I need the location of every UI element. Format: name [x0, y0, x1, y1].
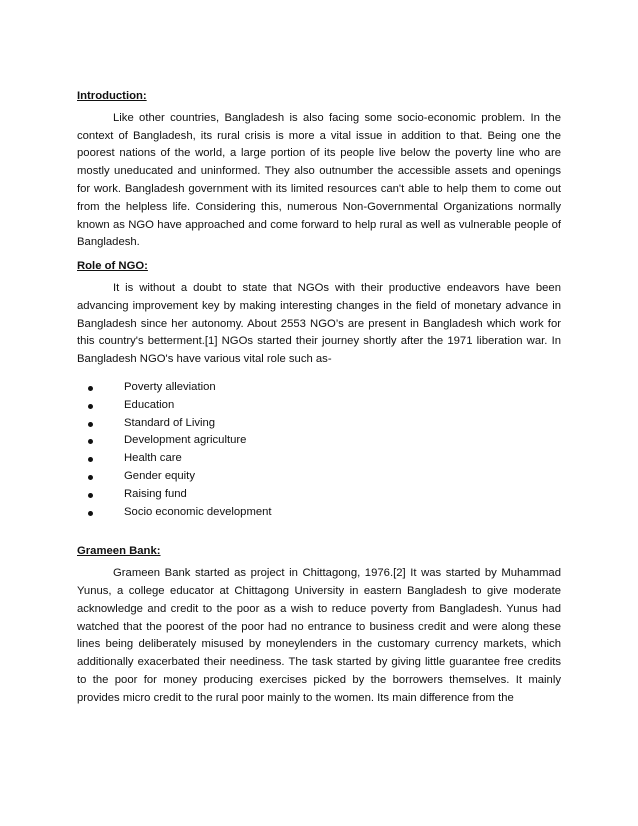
ngo-roles-list	[77, 379, 561, 521]
list-item-text: Poverty alleviation	[124, 380, 216, 393]
list-item-text: Raising fund	[124, 487, 187, 500]
list-item	[88, 468, 561, 486]
bullet-icon	[88, 386, 93, 391]
list-item	[88, 450, 561, 468]
list-item	[88, 432, 561, 450]
list-item	[88, 397, 561, 415]
grameen-bank-heading: Grameen Bank:	[77, 545, 161, 558]
list-item	[88, 415, 561, 433]
list-item	[88, 379, 561, 397]
list-item-text: Standard of Living	[124, 416, 216, 429]
bullet-icon	[88, 511, 93, 516]
bullet-icon	[88, 404, 93, 409]
document-page	[77, 88, 561, 708]
role-of-ngo-heading: Role of NGO:	[77, 260, 148, 273]
role-of-ngo-paragraph: It is without a doubt to state that NGOs with their productive endeavors have been advancing improvement key by making interesting changes in the field of monetary advance in Bangladesh since her autonomy. About 2553 NGO’s are present in Bangladesh which work for this country's betterment.[1] NGOs started their journey shortly after the 1971 liberation war. In Bangladesh NGO's have various vital role such as-	[77, 281, 561, 366]
introduction-paragraph: Like other countries, Bangladesh is also facing some socio-economic problem. In the context of Bangladesh, its rural crisis is more a vital issue in addition to that. Being one the poorest nations of the world, a large portion of its people live below the poverty line who are mostly uneducated and uninformed. They also outnumber the accessible assets and openings for work. Bangladesh government with its limited resources can't able to help them to come out from the helpless life. Considering this, numerous Non-Governmental Organizations normally known as NGO have approached and come forward to help rural as well as vulnerable people of Bangladesh.	[77, 111, 561, 249]
list-item-text: Education	[124, 398, 175, 411]
list-item-text: Development agriculture	[124, 434, 247, 447]
list-item-text: Socio economic development	[124, 505, 272, 518]
list-item	[88, 504, 561, 522]
list-item-text: Gender equity	[124, 469, 195, 482]
introduction-heading: Introduction:	[77, 90, 147, 102]
bullet-icon	[88, 439, 93, 444]
bullet-icon	[88, 422, 93, 427]
list-item-text: Health care	[124, 452, 182, 465]
bullet-icon	[88, 457, 93, 462]
bullet-icon	[88, 475, 93, 480]
list-item	[88, 486, 561, 504]
bullet-icon	[88, 493, 93, 498]
grameen-bank-paragraph: Grameen Bank started as project in Chittagong, 1976.[2] It was started by Muhammad Yunus, a college educator at Chittagong University in eastern Bangladesh to give moderate acknowledge and credit to the poor as a wish to reduce poverty from Bangladesh. Yunus had watched that the poorest of the poor had no entrance to business credit and were along these lines being deliberately misused by moneylenders in the customary currency markets, which additionally exacerbated their neediness. The task started by giving little guarantee free credits to the poor for money producing exercises picked by the borrowers themselves. It mainly provides micro credit to the rural poor mainly to the women. Its main difference from the	[77, 567, 561, 704]
